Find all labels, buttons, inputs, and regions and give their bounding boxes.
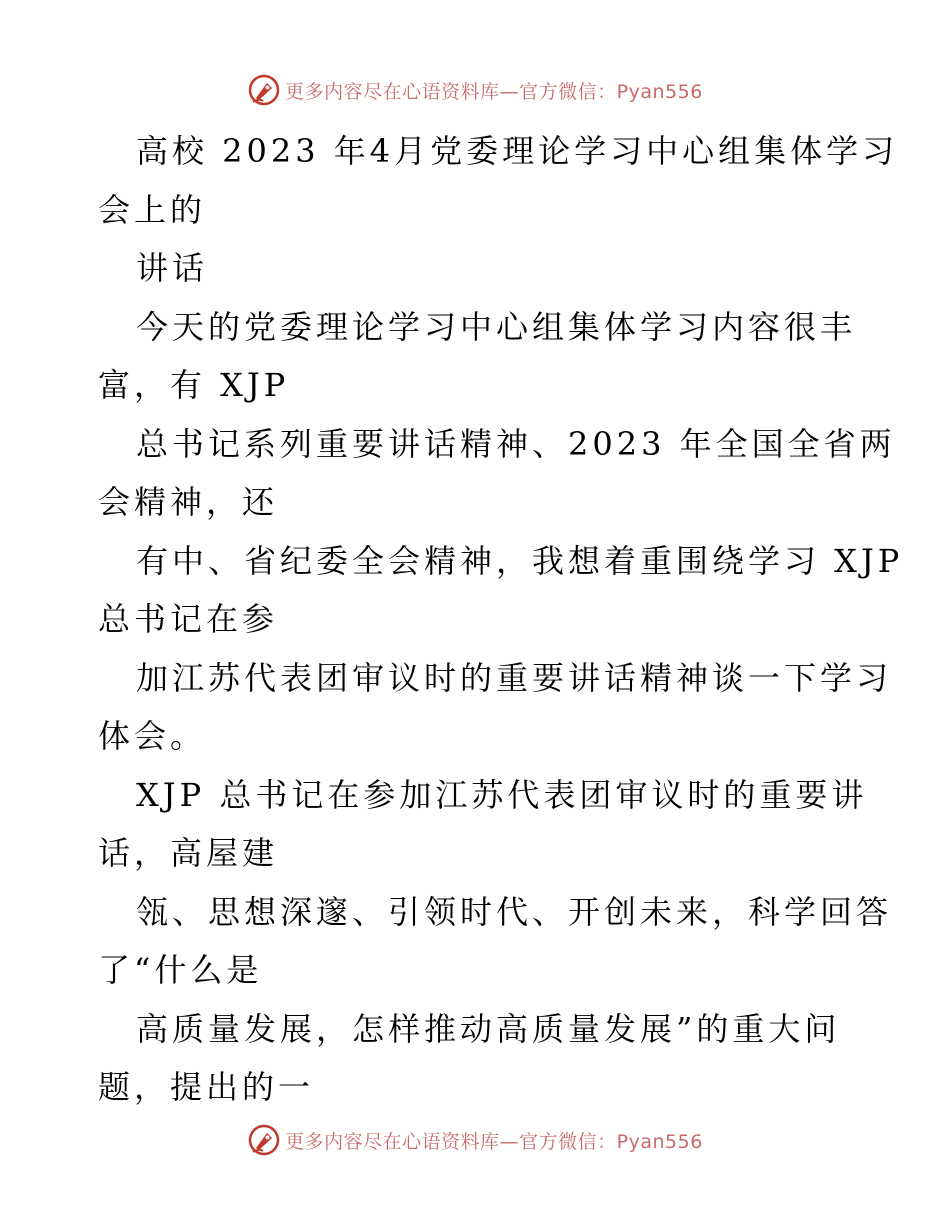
watermark-header: [0, 70, 950, 110]
text-line: 题，提出的一: [98, 1068, 315, 1106]
text-line: 体会。: [98, 717, 207, 755]
watermark-text: 更多内容尽在心语资料库—官方微信：Pyan556: [285, 1130, 703, 1153]
watermark-text: 更多内容尽在心语资料库—官方微信：Pyan556: [285, 80, 703, 103]
document-body: [98, 122, 904, 1117]
watermark-footer: [0, 1120, 950, 1160]
text-line: XJP 总书记在参加江苏代表团审议时的重要讲: [136, 775, 868, 814]
text-line: 总书记在参: [98, 600, 279, 638]
text-line: 总书记系列重要讲话精神、2023 年全国全省两: [136, 424, 896, 463]
pen-nib-logo-icon: [247, 73, 281, 107]
text-line: 高校 2023 年4月党委理论学习中心组集体学习: [136, 132, 899, 170]
text-line: 话，高屋建: [98, 834, 279, 872]
text-line: 会精神，还: [98, 483, 279, 521]
text-line: 讲话: [136, 249, 209, 287]
text-line: 富，有 XJP: [98, 366, 290, 404]
text-line: 了“什么是: [98, 951, 263, 989]
text-line: 瓴、思想深邃、引领时代、开创未来，科学回答: [136, 892, 893, 931]
text-line: 今天的党委理论学习中心组集体学习内容很丰: [136, 307, 857, 346]
text-line: 高质量发展，怎样推动高质量发展”的重大问: [136, 1009, 841, 1048]
text-line: 有中、省纪委全会精神，我想着重围绕学习 XJP: [136, 541, 904, 580]
text-line: 加江苏代表团审议时的重要讲话精神谈一下学习: [136, 658, 893, 697]
text-line: 会上的: [98, 190, 207, 229]
pen-nib-logo-icon: [247, 1123, 281, 1157]
